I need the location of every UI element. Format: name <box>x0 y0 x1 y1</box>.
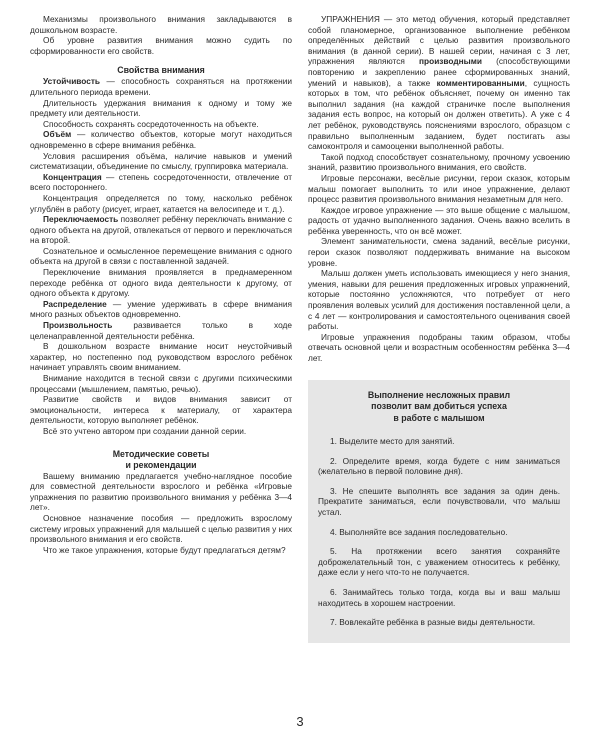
left-column <box>30 14 292 555</box>
body-paragraph: Малыш должен уметь использовать имеющиеся у него знания, умения, навыки для решения предложенных игровых упражнений, которые постоянно усложняются, что потребует от него проявления волевых усилий для достижения поставленной цели, а с 4 лет — контролирования и самостоятельного оценивания своей работы. <box>308 268 570 332</box>
body-paragraph: В дошкольном возрасте внимание носит неустойчивый характер, но постепенно под руководством взрослого ребёнок начинает управлять своим вниманием. <box>30 341 292 373</box>
exercises-text: УПРАЖНЕНИЯ — это метод обучения, который представляет собой планомерное, организованное выполнение ребёнком определённых действий с целью развития произвольного внимания (в данной серии). В нашей серии, начиная с 3 лет, упражнения являются <box>308 14 570 67</box>
body-paragraph: Условия расширения объёма, наличие навыков и умений систематизации, объединение по смыслу, группировка материала. <box>30 150 292 172</box>
rule-item: 3. Не спешите выполнять все задания за один день. Прекратите заниматься, если почувствовали, что малыш устал. <box>318 485 560 518</box>
term-voluntariness: Произвольность <box>43 320 113 331</box>
methods-paragraph: Что же такое упражнения, которые будут предлагаться детям? <box>43 544 286 555</box>
definition-text: — количество объектов, которые могут находиться одновременно в сфере внимания ребёнка. <box>30 129 292 150</box>
rule-item: 2. Определите время, когда будете с ним заниматься (желательно в первой половине дня). <box>318 455 560 477</box>
body-paragraph: Всё это учтено автором при создании данной серии. <box>43 425 247 436</box>
definition-text: развивается только в ходе целенаправленной деятельности ребёнка. <box>30 320 292 341</box>
rule-item: 6. Занимайтесь только тогда, когда вы и ваш малыш находитесь в хорошем настроении. <box>318 587 560 608</box>
rule-item: 5. На протяжении всего занятия сохраняйте доброжелательный тон, с уважением относитесь к ребёнку, даже если у него что-то не получается. <box>318 546 560 578</box>
term-commented: комментированными <box>436 77 525 88</box>
definition-text: — степень сосредоточенности, отвлечение от всего постороннего. <box>30 171 292 193</box>
body-paragraph: Концентрация определяется по тому, насколько ребёнок углублён в работу (рисует, играет, катается на велосипеде и т. д.). <box>30 192 292 214</box>
body-paragraph: Элемент занимательности, смена заданий, весёлые рисунки, герои сказок позволяют поддерживать внимание на высоком уровне. <box>308 236 570 268</box>
exercises-text: , сущность которых в том, что ребёнок объясняет, почему он именно так выполнил задания (на каждой страничке после выполнения задания есть вопрос, на который он должен ответить). А уже с 4 лет ребёнок, руководствуясь пояснениями взрослого, образцом с правильно выполненным заданием, будет постигать азы самоконтроля и самооценки выполненной работы. <box>308 77 571 152</box>
heading-line: в работе с малышом <box>393 412 485 423</box>
rule-item: 1. Выделите место для занятий. <box>330 436 455 447</box>
heading-line: позволит вам добиться успеха <box>371 401 507 412</box>
distribution-paragraph <box>30 299 292 320</box>
body-paragraph: Развитие свойств и видов внимания зависит от эмоциональности, интереса к материалу, от характера деятельности, которую выполняет ребёнок. <box>30 394 292 426</box>
right-column <box>308 14 570 643</box>
rules-heading <box>318 390 560 425</box>
body-paragraph: Длительность удержания внимания к одному и тому же предмету или деятельности. <box>30 97 292 119</box>
methods-paragraph: Вашему вниманию предлагается учебно-наглядное пособие для совместной деятельности взрослого и ребёнка «Игровые упражнения по развитию произвольного внимания у ребёнка 3—4 лет». <box>30 470 292 513</box>
body-paragraph: Каждое игровое упражнение — это выше общение с малышом, радость от удачно выполненного задания. Очень важно вселить в ребёнка уверенность, что он всё может. <box>308 204 570 236</box>
heading-line: и рекомендации <box>125 459 197 470</box>
heading-line: Выполнение несложных правил <box>367 389 511 400</box>
methods-paragraph: Основное назначение пособия — предложить взрослому систему игровых упражнений для малышей с целью развития у них произвольного внимания и его свойств. <box>30 512 292 545</box>
term-switching: Переключаемость <box>43 214 119 225</box>
definition-text: — способность сохраняться на протяжении длительного периода времени. <box>30 76 292 97</box>
page-number: 3 <box>296 714 304 729</box>
rule-item: 7. Вовлекайте ребёнка в разные виды деятельности. <box>330 617 536 628</box>
body-paragraph: Игровые персонажи, весёлые рисунки, герои сказок, которым малыш помогает выполнить то или иное упражнение, делают процесс развития произвольного внимания незаметным для него. <box>308 172 570 205</box>
concentration-paragraph <box>30 172 292 193</box>
body-paragraph: Игровые упражнения подобраны таким образом, чтобы отвечать основной цели и возрастным особенностям ребёнка 3—4 лет. <box>308 331 570 363</box>
section-heading-properties: Свойства внимания <box>117 65 205 76</box>
term-stability: Устойчивость <box>43 76 101 87</box>
term-volume: Объём <box>43 129 72 140</box>
intro-paragraph: Об уровне развития внимания можно судить по сформированности его свойств. <box>30 35 292 56</box>
definition-text: позволяет ребёнку переключать внимание с одного объекта на другой, отвлекаться от первого и переключаться на второй. <box>30 214 292 246</box>
body-paragraph: Внимание находится в тесной связи с другими психическими процессами (мышлением, памятью, речью). <box>30 373 292 394</box>
section-heading-methods <box>30 449 292 471</box>
body-paragraph: Такой подход способствует сознательному, прочному усвоению знаний, развитию произвольного внимания, его свойств. <box>308 151 570 173</box>
exercises-text: (способствующими повторению и закреплению ранее сформированных знаний, умений и навыков), а также <box>308 56 571 88</box>
stability-paragraph <box>30 76 292 97</box>
definition-text: — умение удерживать в сфере внимания много разных объектов одновременно. <box>30 298 292 320</box>
switching-paragraph <box>30 214 292 246</box>
body-paragraph: Сознательное и осмысленное перемещение внимания с одного объекта на другой в связи с поставленной задачей. <box>30 245 292 267</box>
term-derivative: производными <box>419 56 482 67</box>
heading-line: Методические советы <box>112 448 210 459</box>
exercises-paragraph <box>308 14 570 152</box>
term-concentration: Концентрация <box>43 171 102 182</box>
rules-box <box>308 380 570 643</box>
term-distribution: Распределение <box>43 298 107 309</box>
voluntariness-paragraph <box>30 320 292 341</box>
body-paragraph: Способность сохранять сосредоточенность на объекте. <box>43 118 259 129</box>
intro-paragraph: Механизмы произвольного внимания закладываются в дошкольном возрасте. <box>30 14 292 35</box>
body-paragraph: Переключение внимания проявляется в преднамеренном переходе ребёнка от одного вида деятельности к другому, от одного объекта к другому. <box>30 267 292 299</box>
volume-paragraph <box>30 129 292 150</box>
rule-item: 4. Выполняйте все задания последовательно. <box>330 526 508 537</box>
rules-list <box>318 436 560 628</box>
